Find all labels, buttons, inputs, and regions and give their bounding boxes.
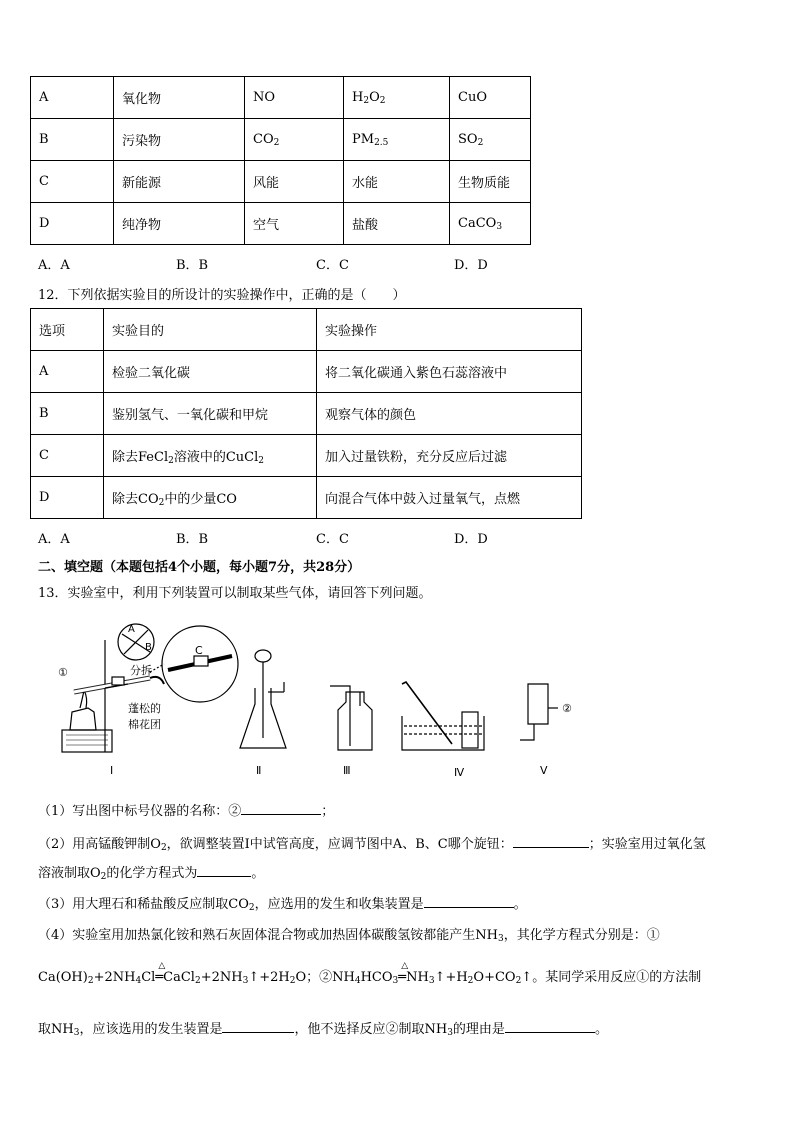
q13-part2-text-c: 溶液制取$O_2$的化学方程式为: [38, 866, 198, 882]
option-a[interactable]: A．A: [38, 258, 70, 273]
table-cell: $PM_{2.5}$: [344, 119, 450, 161]
option-b[interactable]: B．B: [176, 532, 209, 547]
label-split: 分拆: [130, 664, 152, 677]
table-cell: 新能源: [114, 161, 245, 203]
answer-blank[interactable]: [241, 800, 321, 815]
label-b: B: [145, 642, 152, 653]
answer-blank[interactable]: [513, 833, 589, 848]
q13-equations: [38, 961, 702, 986]
q12-options: [38, 528, 638, 547]
option-c[interactable]: C．C: [316, 532, 349, 547]
delivery-tube: [150, 677, 164, 684]
label-cotton-2: 棉花团: [128, 718, 161, 731]
q13-part2-line2: [38, 862, 264, 882]
table-row: [31, 203, 531, 245]
clamp-knob: [112, 677, 124, 685]
table-cell: D: [31, 477, 104, 519]
label-circle-2: ②: [562, 702, 572, 715]
table-row: [31, 477, 582, 519]
label-apparatus-i: Ⅰ: [110, 764, 114, 777]
long-tube: [330, 686, 350, 746]
answer-blank[interactable]: [222, 1018, 294, 1033]
equation-1: $Ca(OH)_2+2NH_4Cl$ △ $═CaCl_2+2NH_3↑+2H_2O$；: [38, 961, 320, 986]
q13-part1-text: （1）写出图中标号仪器的名称：②: [38, 804, 242, 819]
answer-blank[interactable]: [197, 862, 251, 877]
q13-part2: [38, 833, 706, 853]
table-cell: CuO: [450, 77, 531, 119]
label-apparatus-v: Ⅴ: [540, 764, 548, 777]
table-cell: 除去FeCl$_2$溶液中的CuCl$_2$: [104, 435, 317, 477]
table-cell: 生物质能: [450, 161, 531, 203]
q13-part4-text-d: ，他不选择反应②制取$NH_3$的理由是: [294, 1022, 505, 1038]
q13-part4-text-c: 取$NH_3$，应该选用的发生装置是: [38, 1022, 223, 1038]
clamp-knob-c: [194, 656, 208, 666]
inverted-bottle: [528, 684, 548, 724]
label-cotton-1: 蓬松的: [128, 702, 161, 715]
table-cell: 观察气体的颜色: [317, 393, 582, 435]
classification-table: [30, 76, 531, 245]
table-header-row: [31, 309, 582, 351]
label-apparatus-ii: Ⅱ: [256, 764, 262, 777]
q13-part3: [38, 893, 527, 913]
q13-part4-end: 。: [594, 1022, 608, 1037]
table-row: [31, 393, 582, 435]
table-cell: A: [31, 351, 104, 393]
table-cell: 风能: [245, 161, 344, 203]
q13-part4-text: （4）实验室用加热氯化铵和熟石灰固体混合物或加热固体碳酸氢铵都能产生$NH_3$，其化学方程式分别是：①: [38, 928, 660, 944]
q13-part3-text: （3）用大理石和稀盐酸反应制取$CO_2$，应选用的发生和收集装置是: [38, 897, 424, 913]
table-row: [31, 351, 582, 393]
tube-v: [520, 724, 534, 740]
table-cell: 水能: [344, 161, 450, 203]
collecting-bottle: [462, 712, 478, 748]
table-cell: C: [31, 435, 104, 477]
table-cell: B: [31, 393, 104, 435]
apparatus-figure: [50, 620, 590, 785]
option-c[interactable]: C．C: [316, 258, 349, 273]
q12-table: [30, 308, 582, 519]
table-header: 实验目的: [104, 309, 317, 351]
table-cell: A: [31, 77, 114, 119]
table-cell: 鉴别氢气、一氧化碳和甲烷: [104, 393, 317, 435]
table-cell: CaCO$_3$: [450, 203, 531, 245]
table-cell: 除去$CO_2$中的少量CO: [104, 477, 317, 519]
delivery-tube-iv: [402, 682, 452, 744]
option-d[interactable]: D．D: [454, 532, 488, 547]
table-cell: $CO_2$: [245, 119, 344, 161]
q13-part2-text: （2）用高锰酸钾制$O_2$，欲调整装置Ⅰ中试管高度，应调节图中A、B、C哪个旋钮：: [38, 837, 513, 853]
answer-blank[interactable]: [505, 1018, 595, 1033]
alcohol-lamp: [70, 708, 96, 730]
table-row: [31, 119, 531, 161]
answer-blank[interactable]: [424, 893, 514, 908]
table-cell: 纯净物: [114, 203, 245, 245]
label-apparatus-iv: Ⅳ: [454, 766, 465, 779]
table-cell: 向混合气体中鼓入过量氧气，点燃: [317, 477, 582, 519]
table-cell: 加入过量铁粉，充分反应后过滤: [317, 435, 582, 477]
q13-stem: 13．实验室中，利用下列装置可以制取某些气体，请回答下列问题。: [38, 586, 432, 601]
table-cell: B: [31, 119, 114, 161]
table-cell: 检验二氧化碳: [104, 351, 317, 393]
label-apparatus-iii: Ⅲ: [343, 764, 351, 777]
table-cell: 空气: [245, 203, 344, 245]
q11-options: [38, 254, 638, 273]
table-cell: NO: [245, 77, 344, 119]
table-row: [31, 435, 582, 477]
table-cell: $SO_2$: [450, 119, 531, 161]
table-cell: C: [31, 161, 114, 203]
q13-part2-text-b: ；实验室用过氧化氢: [588, 837, 706, 852]
option-a[interactable]: A．A: [38, 532, 70, 547]
q12-stem: 12．下列依据实验目的所设计的实验操作中，正确的是（ ）: [38, 288, 406, 303]
table-header: 实验操作: [317, 309, 582, 351]
q13-part1: [38, 800, 334, 819]
equation-2: $②NH_4HCO_3$ △ $═NH_3↑+H_2O+CO_2↑$: [319, 961, 533, 986]
label-c: C: [195, 644, 203, 657]
funnel-bulb: [255, 650, 271, 662]
gas-bottle: [338, 692, 372, 750]
table-header: 选项: [31, 309, 104, 351]
section-heading: 二、填空题（本题包括4个小题，每小题7分，共28分）: [38, 560, 361, 575]
table-cell: 污染物: [114, 119, 245, 161]
option-b[interactable]: B．B: [176, 258, 209, 273]
table-cell: 盐酸: [344, 203, 450, 245]
table-cell: D: [31, 203, 114, 245]
table-cell: 氧化物: [114, 77, 245, 119]
q13-part4-line3: [38, 1018, 608, 1038]
label-circle-1: ①: [58, 666, 68, 679]
q13-part2-end: 。: [251, 866, 265, 881]
table-cell: $H_2O_2$: [344, 77, 450, 119]
q13-part4: [38, 924, 660, 944]
q13-part4-text-b: 。某同学采用反应①的方法制: [532, 970, 702, 985]
table-row: [31, 161, 531, 203]
table-cell: 将二氧化碳通入紫色石蕊溶液中: [317, 351, 582, 393]
table-row: [31, 77, 531, 119]
q13-part1-end: ；: [321, 804, 335, 819]
option-d[interactable]: D．D: [454, 258, 488, 273]
label-a: A: [128, 624, 135, 635]
q13-part3-end: 。: [513, 897, 527, 912]
